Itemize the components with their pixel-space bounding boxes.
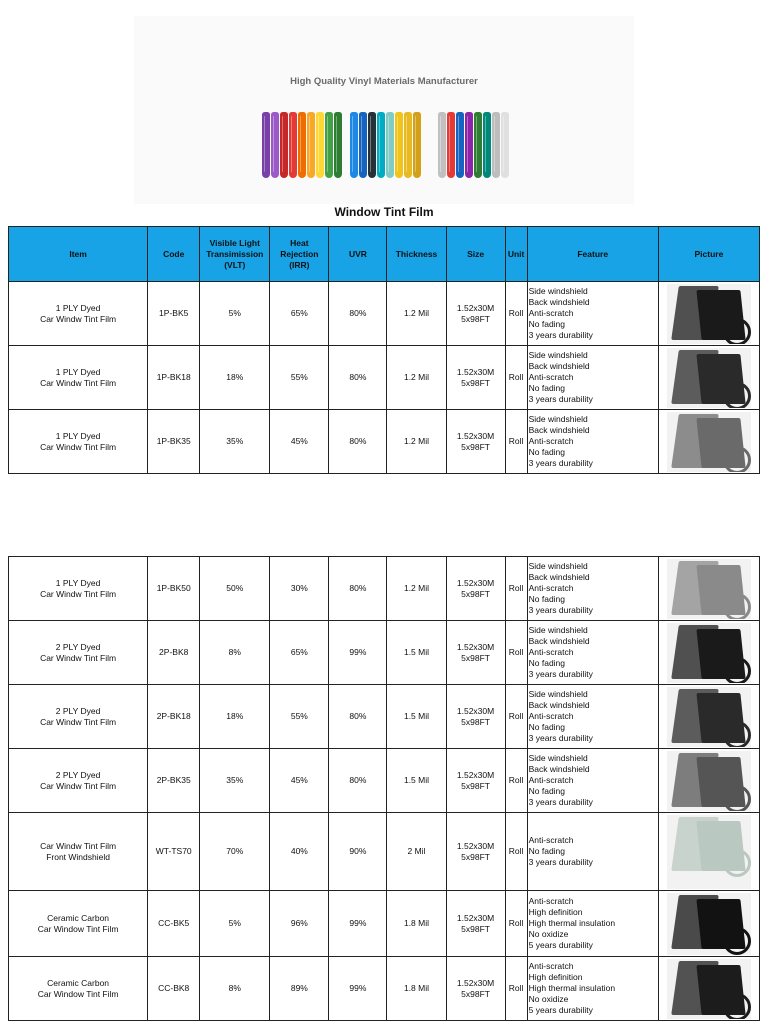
item-line: Car Windw Tint Film — [40, 716, 117, 727]
feature-line: Anti-scratch — [528, 372, 574, 382]
feature-line: Back windshield — [528, 636, 590, 646]
header-thickness: Thickness — [387, 227, 446, 282]
picture-cell — [658, 749, 759, 813]
dark-film-icon — [667, 623, 751, 683]
item-line: Car Windw Tint Film — [40, 377, 117, 388]
header-irr — [270, 227, 329, 282]
size-line: 1.52x30M — [456, 302, 495, 313]
feature-line: Side windshield — [528, 350, 588, 360]
uvr-cell: 80% — [329, 346, 387, 410]
uvr-cell: 99% — [329, 957, 387, 1021]
vinyl-roll — [456, 112, 464, 178]
item-line: Car Window Tint Film — [37, 988, 119, 999]
vinyl-roll — [465, 112, 473, 178]
uvr-cell: 80% — [329, 685, 387, 749]
vlt-cell: 5% — [200, 282, 270, 346]
irr-cell: 55% — [270, 685, 329, 749]
thickness-cell: 1.8 Mil — [387, 957, 446, 1021]
picture-cell — [658, 685, 759, 749]
vinyl-roll — [386, 112, 394, 178]
vinyl-roll — [298, 112, 306, 178]
header-vlt — [200, 227, 270, 282]
header-line: Heat — [290, 237, 309, 248]
irr-cell: 40% — [270, 813, 329, 891]
uvr-cell: 80% — [329, 557, 387, 621]
feature-line: High definition — [528, 972, 583, 982]
thickness-cell: 1.5 Mil — [387, 749, 446, 813]
header-uvr: UVR — [329, 227, 387, 282]
feature-line: Back windshield — [528, 764, 590, 774]
feature-line: No fading — [528, 594, 566, 604]
film-curl — [723, 593, 751, 619]
unit-cell: Roll — [505, 891, 527, 957]
header-picture: Picture — [658, 227, 759, 282]
film-curl — [723, 382, 751, 408]
size-line: 5x98FT — [461, 923, 490, 934]
banner-title: High Quality Vinyl Materials Manufacturer — [290, 76, 478, 87]
feature-line: No oxidize — [528, 994, 569, 1004]
feature-line: 3 years durability — [528, 733, 593, 743]
code-cell: CC-BK8 — [148, 957, 200, 1021]
vinyl-roll — [271, 112, 279, 178]
item-line: 1 PLY Dyed — [55, 577, 101, 588]
table-row — [9, 749, 760, 813]
size-line: 1.52x30M — [456, 840, 495, 851]
vinyl-roll — [447, 112, 455, 178]
size-line: 5x98FT — [461, 716, 490, 727]
size-line: 5x98FT — [461, 313, 490, 324]
picture-cell — [658, 813, 759, 891]
unit-cell: Roll — [505, 813, 527, 891]
feature-line: Side windshield — [528, 286, 588, 296]
feature-line: 3 years durability — [528, 797, 593, 807]
item-line: Car Windw Tint Film — [40, 588, 117, 599]
feature-line: Anti-scratch — [528, 647, 574, 657]
vinyl-roll — [307, 112, 315, 178]
uvr-cell: 80% — [329, 410, 387, 474]
table-row — [9, 685, 760, 749]
irr-cell: 96% — [270, 891, 329, 957]
page-title: Window Tint Film — [334, 205, 434, 219]
vinyl-roll — [325, 112, 333, 178]
feature-line: Anti-scratch — [528, 835, 574, 845]
vinyl-roll — [262, 112, 270, 178]
code-cell: 1P-BK50 — [148, 557, 200, 621]
spec-table-bottom — [8, 556, 760, 1021]
feature-cell — [527, 557, 658, 621]
dark-film-icon — [667, 284, 751, 344]
size-cell — [446, 410, 505, 474]
size-cell — [446, 957, 505, 1021]
feature-line: No fading — [528, 447, 566, 457]
item-cell — [9, 410, 148, 474]
picture-cell — [658, 346, 759, 410]
feature-line: Side windshield — [528, 753, 588, 763]
dark-film-icon — [667, 348, 751, 408]
uvr-cell: 99% — [329, 891, 387, 957]
grey-film-icon — [667, 751, 751, 811]
feature-line: Back windshield — [528, 425, 590, 435]
feature-line: High thermal insulation — [528, 983, 616, 993]
item-cell — [9, 346, 148, 410]
feature-cell — [527, 410, 658, 474]
feature-line: Anti-scratch — [528, 308, 574, 318]
dark-film-icon — [667, 959, 751, 1019]
uvr-cell: 90% — [329, 813, 387, 891]
picture-cell — [658, 410, 759, 474]
header-line: (VLT) — [224, 259, 246, 270]
size-cell — [446, 813, 505, 891]
table-row — [9, 346, 760, 410]
size-line: 1.52x30M — [456, 366, 495, 377]
header-line: Rejection — [280, 248, 319, 259]
item-line: 2 PLY Dyed — [55, 769, 101, 780]
grey-film-icon — [667, 412, 751, 472]
size-line: 5x98FT — [461, 780, 490, 791]
size-line: 1.52x30M — [456, 912, 495, 923]
feature-line: Side windshield — [528, 414, 588, 424]
header-code: Code — [148, 227, 200, 282]
item-line: Ceramic Carbon — [47, 912, 110, 923]
item-line: Car Windw Tint Film — [40, 441, 117, 452]
table-row — [9, 957, 760, 1021]
table-row — [9, 621, 760, 685]
item-line: Car Windw Tint Film — [40, 840, 117, 851]
uvr-cell: 80% — [329, 282, 387, 346]
uvr-cell: 99% — [329, 621, 387, 685]
feature-line: No fading — [528, 658, 566, 668]
feature-line: High definition — [528, 907, 583, 917]
feature-line: Anti-scratch — [528, 775, 574, 785]
item-line: Car Windw Tint Film — [40, 313, 117, 324]
size-cell — [446, 282, 505, 346]
feature-line: 3 years durability — [528, 458, 593, 468]
film-curl — [723, 927, 751, 955]
feature-line: Anti-scratch — [528, 711, 574, 721]
feature-cell — [527, 891, 658, 957]
item-line: 1 PLY Dyed — [55, 366, 101, 377]
size-line: 5x98FT — [461, 652, 490, 663]
item-cell — [9, 685, 148, 749]
item-line: 2 PLY Dyed — [55, 705, 101, 716]
feature-cell — [527, 813, 658, 891]
size-cell — [446, 557, 505, 621]
banner-image — [134, 16, 634, 204]
feature-line: No fading — [528, 786, 566, 796]
vlt-cell: 8% — [200, 957, 270, 1021]
feature-line: Back windshield — [528, 297, 590, 307]
vlt-cell: 18% — [200, 685, 270, 749]
spec-table-top — [8, 226, 760, 474]
irr-cell: 89% — [270, 957, 329, 1021]
picture-cell — [658, 957, 759, 1021]
table-row — [9, 891, 760, 957]
thickness-cell: 1.2 Mil — [387, 410, 446, 474]
item-cell — [9, 282, 148, 346]
thickness-cell: 1.2 Mil — [387, 282, 446, 346]
unit-cell: Roll — [505, 957, 527, 1021]
light-film-icon — [667, 559, 751, 619]
vinyl-roll — [438, 112, 446, 178]
table-row — [9, 813, 760, 891]
vinyl-roll — [359, 112, 367, 178]
header-item: Item — [9, 227, 148, 282]
unit-cell: Roll — [505, 621, 527, 685]
vinyl-roll — [368, 112, 376, 178]
header-size: Size — [446, 227, 505, 282]
dark-film-icon — [667, 893, 751, 955]
unit-cell: Roll — [505, 685, 527, 749]
picture-cell — [658, 621, 759, 685]
vinyl-roll — [492, 112, 500, 178]
table-row — [9, 410, 760, 474]
feature-line: Side windshield — [528, 561, 588, 571]
feature-line: 3 years durability — [528, 330, 593, 340]
code-cell: 2P-BK18 — [148, 685, 200, 749]
table-header-row — [9, 227, 760, 282]
item-line: Car Windw Tint Film — [40, 652, 117, 663]
film-curl — [723, 993, 751, 1019]
irr-cell: 45% — [270, 410, 329, 474]
code-cell: WT-TS70 — [148, 813, 200, 891]
code-cell: 1P-BK35 — [148, 410, 200, 474]
feature-line: Back windshield — [528, 700, 590, 710]
film-curl — [723, 318, 751, 344]
size-line: 5x98FT — [461, 441, 490, 452]
feature-line: Back windshield — [528, 572, 590, 582]
header-unit: Unit — [505, 227, 527, 282]
vlt-cell: 35% — [200, 410, 270, 474]
feature-line: No fading — [528, 722, 566, 732]
thickness-cell: 1.2 Mil — [387, 557, 446, 621]
size-line: 5x98FT — [461, 377, 490, 388]
item-cell — [9, 957, 148, 1021]
vinyl-roll — [501, 112, 509, 178]
feature-line: High thermal insulation — [528, 918, 616, 928]
size-line: 1.52x30M — [456, 705, 495, 716]
film-curl — [723, 785, 751, 811]
size-line: 1.52x30M — [456, 769, 495, 780]
unit-cell: Roll — [505, 410, 527, 474]
item-line: Car Window Tint Film — [37, 923, 119, 934]
vlt-cell: 18% — [200, 346, 270, 410]
size-cell — [446, 621, 505, 685]
size-line: 1.52x30M — [456, 977, 495, 988]
size-cell — [446, 685, 505, 749]
thickness-cell: 2 Mil — [387, 813, 446, 891]
unit-cell: Roll — [505, 282, 527, 346]
size-line: 1.52x30M — [456, 577, 495, 588]
feature-cell — [527, 749, 658, 813]
item-line: Car Windw Tint Film — [40, 780, 117, 791]
size-cell — [446, 749, 505, 813]
feature-cell — [527, 685, 658, 749]
feature-line: Anti-scratch — [528, 436, 574, 446]
vinyl-roll — [280, 112, 288, 178]
item-cell — [9, 557, 148, 621]
header-line: Visible Light — [209, 237, 260, 248]
item-line: 1 PLY Dyed — [55, 430, 101, 441]
irr-cell: 55% — [270, 346, 329, 410]
uvr-cell: 80% — [329, 749, 387, 813]
film-curl — [723, 446, 751, 472]
code-cell: 1P-BK5 — [148, 282, 200, 346]
unit-cell: Roll — [505, 346, 527, 410]
code-cell: 2P-BK35 — [148, 749, 200, 813]
film-curl — [723, 657, 751, 683]
feature-cell — [527, 957, 658, 1021]
vinyl-roll — [289, 112, 297, 178]
size-cell — [446, 891, 505, 957]
size-cell — [446, 346, 505, 410]
vinyl-roll — [316, 112, 324, 178]
code-cell: 2P-BK8 — [148, 621, 200, 685]
dark-film-icon — [667, 687, 751, 747]
feature-cell — [527, 282, 658, 346]
feature-line: No fading — [528, 319, 566, 329]
unit-cell: Roll — [505, 749, 527, 813]
vinyl-roll — [395, 112, 403, 178]
feature-line: 5 years durability — [528, 1005, 593, 1015]
item-line: 2 PLY Dyed — [55, 641, 101, 652]
vinyl-roll — [377, 112, 385, 178]
thickness-cell: 1.8 Mil — [387, 891, 446, 957]
code-cell: 1P-BK18 — [148, 346, 200, 410]
vlt-cell: 50% — [200, 557, 270, 621]
vinyl-roll — [483, 112, 491, 178]
feature-line: No fading — [528, 846, 566, 856]
feature-line: 3 years durability — [528, 394, 593, 404]
irr-cell: 30% — [270, 557, 329, 621]
size-line: 5x98FT — [461, 851, 490, 862]
feature-line: Anti-scratch — [528, 896, 574, 906]
feature-line: No fading — [528, 383, 566, 393]
feature-line: Anti-scratch — [528, 583, 574, 593]
item-cell — [9, 891, 148, 957]
feature-line: Back windshield — [528, 361, 590, 371]
feature-cell — [527, 346, 658, 410]
thickness-cell: 1.2 Mil — [387, 346, 446, 410]
vinyl-roll — [413, 112, 421, 178]
feature-line: Side windshield — [528, 625, 588, 635]
header-feature: Feature — [527, 227, 658, 282]
thickness-cell: 1.5 Mil — [387, 685, 446, 749]
table-row — [9, 557, 760, 621]
irr-cell: 65% — [270, 282, 329, 346]
feature-line: Side windshield — [528, 689, 588, 699]
code-cell: CC-BK5 — [148, 891, 200, 957]
feature-line: 3 years durability — [528, 669, 593, 679]
header-line: (IRR) — [289, 259, 310, 270]
item-line: Front Windshield — [46, 851, 110, 862]
size-line: 5x98FT — [461, 988, 490, 999]
item-cell — [9, 749, 148, 813]
thickness-cell: 1.5 Mil — [387, 621, 446, 685]
irr-cell: 65% — [270, 621, 329, 685]
vlt-cell: 8% — [200, 621, 270, 685]
size-line: 1.52x30M — [456, 430, 495, 441]
picture-cell — [658, 891, 759, 957]
irr-cell: 45% — [270, 749, 329, 813]
feature-line: 5 years durability — [528, 940, 593, 950]
vlt-cell: 35% — [200, 749, 270, 813]
vinyl-roll — [474, 112, 482, 178]
feature-line: Anti-scratch — [528, 961, 574, 971]
unit-cell: Roll — [505, 557, 527, 621]
item-line: Ceramic Carbon — [47, 977, 110, 988]
item-line: 1 PLY Dyed — [55, 302, 101, 313]
item-cell — [9, 621, 148, 685]
item-cell — [9, 813, 148, 891]
film-curl — [723, 849, 751, 877]
feature-line: No oxidize — [528, 929, 569, 939]
clear-film-icon — [667, 815, 751, 889]
film-curl — [723, 721, 751, 747]
vinyl-roll — [350, 112, 358, 178]
vlt-cell: 5% — [200, 891, 270, 957]
vinyl-roll — [334, 112, 342, 178]
header-line: Transimission — [206, 248, 264, 259]
picture-cell — [658, 282, 759, 346]
size-line: 1.52x30M — [456, 641, 495, 652]
picture-cell — [658, 557, 759, 621]
table-row — [9, 282, 760, 346]
vlt-cell: 70% — [200, 813, 270, 891]
feature-cell — [527, 621, 658, 685]
feature-line: 3 years durability — [528, 605, 593, 615]
size-line: 5x98FT — [461, 588, 490, 599]
feature-line: 3 years durability — [528, 857, 593, 867]
vinyl-roll — [404, 112, 412, 178]
